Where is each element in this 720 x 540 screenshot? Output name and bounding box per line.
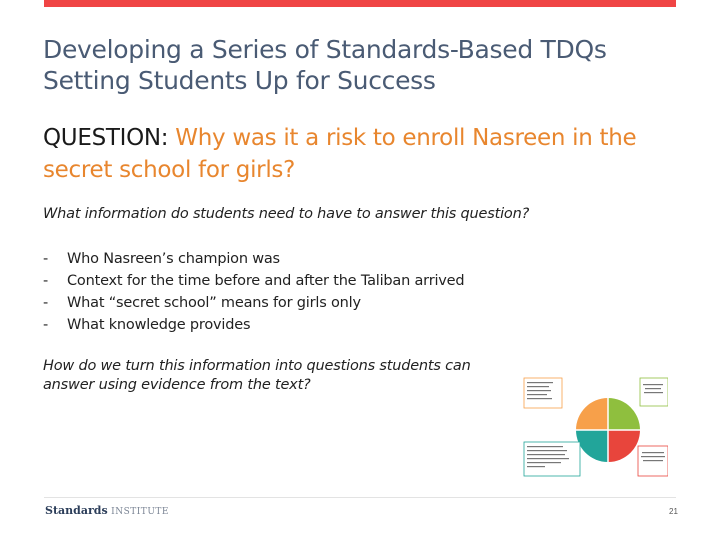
footer-divider: [44, 497, 676, 498]
standards-wheel-graphic: [518, 372, 668, 482]
slide-title: [43, 34, 643, 96]
title-line-2: Setting Students Up for Success: [43, 66, 436, 95]
wheel-wedge-orange: [576, 398, 608, 430]
wheel-wedge-red: [608, 430, 640, 462]
list-item: - What knowledge provides: [43, 317, 251, 333]
list-item: - Who Nasreen’s champion was: [43, 251, 280, 267]
question-block: [43, 122, 683, 186]
list-item: - Context for the time before and after the Taliban arrived: [43, 273, 465, 289]
evidence-prompt: How do we turn this information into questions students can answer using evidence from the text?: [43, 358, 471, 393]
standards-wheel-svg: [518, 372, 668, 482]
page-number: 21: [669, 507, 678, 516]
accent-bar: [44, 0, 676, 7]
title-line-1: Developing a Series of Standards-Based TDQs: [43, 35, 607, 64]
standards-institute-logo: Standards INSTITUTE: [45, 504, 169, 517]
question-text: Why was it a risk to enroll Nasreen in the secret school for girls?: [43, 125, 637, 183]
wheel-wedge-green: [608, 398, 640, 430]
information-list: [43, 248, 464, 336]
list-item: - What “secret school” means for girls only: [43, 295, 361, 311]
wheel-wedge-teal: [576, 430, 608, 462]
information-prompt: What information do students need to have to answer this question?: [43, 206, 530, 222]
question-label: QUESTION:: [43, 125, 169, 151]
